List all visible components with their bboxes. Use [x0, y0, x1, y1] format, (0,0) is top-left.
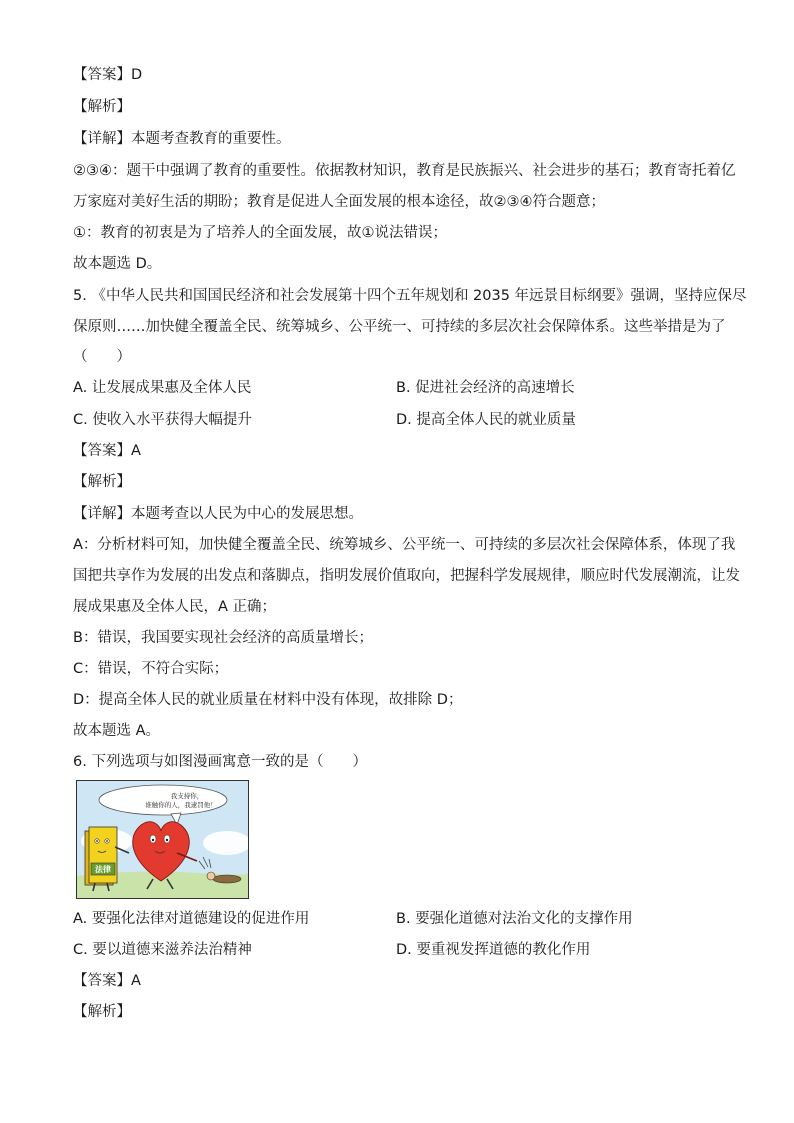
- q5-stem-line-3: （ ）: [73, 349, 131, 365]
- bubble-text-1: 我支持你，: [170, 792, 204, 800]
- q5-detail: 【详解】本题考查以人民为中心的发展思想。: [73, 506, 363, 522]
- q5-answer: 【答案】A: [73, 443, 141, 459]
- q5-conclusion: 故本题选 A。: [73, 723, 161, 739]
- q6-option-c: C. 要以道德来滋养法治精神: [73, 942, 252, 958]
- cartoon-illustration: [77, 781, 248, 898]
- q6-stem: 6. 下列选项与如图漫画寓意一致的是（ ）: [73, 754, 367, 770]
- bubble-text-2: 谁触你的人，我逮罚他！: [145, 801, 217, 809]
- q5-explain-d: D：提高全体人民的就业质量在材料中没有体现，故排除 D；: [73, 692, 463, 708]
- q5-option-b: B. 促进社会经济的高速增长: [396, 380, 575, 396]
- q6-option-a: A. 要强化法律对道德建设的促进作用: [73, 911, 310, 927]
- q5-stem-line-2: 保原则……加快健全覆盖全民、统筹城乡、公平统一、可持续的多层次社会保障体系。这些举措是为了: [73, 319, 726, 335]
- q6-option-d: D. 要重视发挥道德的教化作用: [396, 942, 591, 958]
- q5-option-c: C. 使收入水平获得大幅提升: [73, 412, 252, 428]
- q5-explain-c: C：错误，不符合实际；: [73, 661, 229, 677]
- q6-answer: 【答案】A: [73, 973, 141, 989]
- q6-cartoon-image: [76, 780, 249, 899]
- q4-detail: 【详解】本题考查教育的重要性。: [73, 131, 291, 147]
- q4-analysis-heading: 【解析】: [73, 99, 131, 115]
- q4-paragraph-2: ①：教育的初衷是为了培养人的全面发展，故①说法错误；: [73, 225, 447, 241]
- q5-explain-a-line-2: 国把共享作为发展的出发点和落脚点，指明发展价值取向，把握科学发展规律，顺应时代发展潮流，让发: [73, 568, 740, 584]
- q5-stem-line-1: 5. 《中华人民共和国国民经济和社会发展第十四个五年规划和 2035 年远景目标纲要》强调，坚持应保尽: [73, 288, 747, 304]
- q5-explain-a-line-3: 展成果惠及全体人民，A 正确；: [73, 599, 277, 615]
- q6-analysis-heading: 【解析】: [73, 1004, 131, 1020]
- q4-answer: 【答案】D: [73, 67, 143, 83]
- q5-option-d: D. 提高全体人民的就业质量: [396, 412, 576, 428]
- speech-bubble: [99, 785, 227, 815]
- q4-conclusion: 故本题选 D。: [73, 256, 162, 272]
- q4-paragraph-line-2: 万家庭对美好生活的期盼；教育是促进人全面发展的根本途径，故②③④符合题意；: [73, 194, 605, 210]
- book-label: 法律: [95, 865, 111, 874]
- q5-explain-a-line-1: A：分析材料可知，加快健全覆盖全民、统筹城乡、公平统一、可持续的多层次社会保障体系，体现了我: [73, 537, 736, 553]
- q5-option-a: A. 让发展成果惠及全体人民: [73, 380, 252, 396]
- q4-paragraph-line-1: ②③④：题干中强调了教育的重要性。依据教材知识，教育是民族振兴、社会进步的基石；教育寄托着亿: [73, 163, 736, 179]
- q5-analysis-heading: 【解析】: [73, 474, 131, 490]
- q6-option-b: B. 要强化道德对法治文化的支撑作用: [396, 911, 633, 927]
- q5-explain-b: B：错误，我国要实现社会经济的高质量增长；: [73, 630, 373, 646]
